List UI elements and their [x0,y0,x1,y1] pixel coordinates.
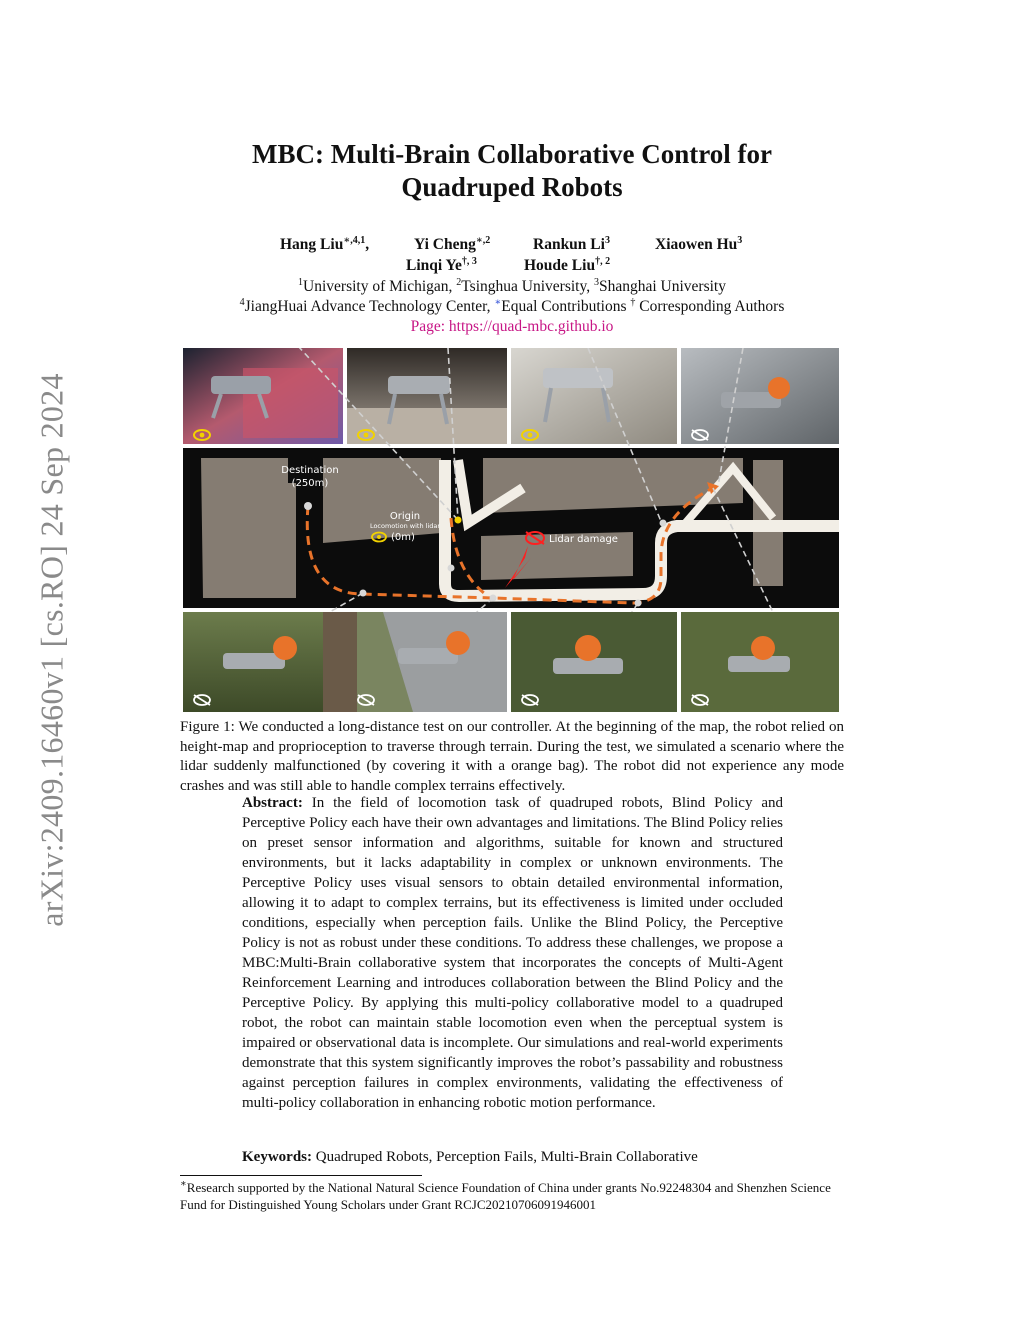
destination-label: Destination [281,465,339,476]
author-suffix: , [365,236,370,253]
waypoint-marker [360,590,367,597]
footnote [180,1180,844,1213]
paper-title [180,138,844,204]
abstract-text: In the field of locomotion task of quadruped robots, Blind Policy and Perceptive Policy each have their own advantages and limitations. The Blind Policy relies on preset sensor information and algorithms, suitable for known and structured environments, but it lacks adaptability in complex or unknown environments. The Perceptive Policy uses visual sensors to obtain detailed environmental information, allowing it to adapt to complex terrains, but its effectiveness is limited under occluded conditions, especially when perception fails. Unlike the Blind Policy, the Perceptive Policy is not as robust under these conditions. To address these challenges, we propose a MBC:Multi-Brain collaborative system that incorporates the concepts of Multi-Agent Reinforcement Learning and introduces collaboration between the Blind Policy and the Perceptive Policy. By applying this multi-policy collaborative model to a quadruped robot, the robot can maintain stable locomotion even when the perceptual system is impaired or observational data is incomplete. Our simulations and real-world experiments demonstrate that this system significantly improves the robot’s passability and robustness against perception failures in complex environments, validating the effectiveness of multi-policy collaboration in enhancing robotic motion performance. [242,795,783,1111]
affil-text: University of Michigan, [303,278,457,295]
corresponding-mark: † [630,296,636,308]
author-sup: †, 3 [461,255,477,267]
map-building [201,458,296,598]
author-hang-liu [280,236,369,254]
map-building [323,458,441,543]
title-line-2: Quadruped Robots [401,172,623,202]
author-name: Hang Liu [280,236,344,253]
figure-1 [183,348,839,712]
waypoint-marker [660,520,667,527]
equal-mark: ∗ [494,296,502,308]
author-sup: 3 [604,234,610,246]
affil-sup: 2 [456,276,462,288]
author-name: Rankun Li [533,236,605,253]
author-sup: ∗,4,1 [343,234,366,246]
affil-sup: 4 [239,296,245,308]
photo-top-1 [183,348,343,444]
affiliation-line-1 [180,276,844,297]
author-sup: †, 2 [595,255,611,267]
affil-text: Corresponding Authors [635,298,785,315]
destination-marker [304,502,312,510]
photo-bottom-2 [343,612,507,712]
figure-caption: Figure 1: We conducted a long-distance test on our controller. At the beginning of the map, the robot relied on height-map and proprioception to traverse through terrain. During the test, we simulated a scenario where the lidar suddenly malfunctioned (by covering it with a orange bag). The robot did not experience any mode crashes and was still able to handle complex terrains effectively. [180,719,844,794]
destination-distance: (250m) [291,478,329,489]
arxiv-id: arXiv:2409.16460v1 [cs.RO] 24 Sep 2024 [33,373,70,927]
affil-sup: 3 [593,276,599,288]
author-sup: ∗,2 [475,234,491,246]
author-xiaowen-hu [655,236,742,254]
photo-bottom-4 [681,612,839,712]
photo-top-2 [347,348,507,444]
author-sup: 3 [737,234,743,246]
project-page-link[interactable]: Page: https://quad-mbc.github.io [410,318,614,335]
abstract [242,793,783,1113]
keywords-text: Quadruped Robots, Perception Fails, Multi-Brain Collaborative [312,1149,698,1165]
origin-label: Origin [389,511,421,522]
footnote-text: Research supported by the National Natural Science Foundation of China under grants No.92248304 and Shenzhen Science Fund for Distinguished Young Scholars under Grant RCJC20210706091946001 [180,1180,831,1212]
author-linqi-ye [406,257,477,275]
affiliation-line-2 [180,296,844,317]
author-name: Houde Liu [524,257,596,274]
affil-text: Tsinghua University, [461,278,594,295]
abstract-label: Abstract: [242,795,303,811]
footnote-rule [180,1175,422,1176]
lidar-damage-label: Lidar damage [549,534,618,545]
title-line-1: MBC: Multi-Brain Collaborative Control for [252,139,772,169]
waypoint-marker [635,600,642,607]
origin-sublabel: Locomotion with lidar [369,522,441,530]
author-name: Yi Cheng [414,236,476,253]
affil-sup: 1 [298,276,304,288]
keywords [242,1149,783,1166]
figure-1-graphic [183,348,839,712]
waypoint-marker [448,565,455,572]
author-houde-liu [524,257,610,275]
photo-top-4 [681,348,839,444]
author-rankun-li [533,236,610,254]
origin-distance: (0m) [391,532,415,543]
footnote-mark: ∗ [180,1178,187,1190]
affil-text: Equal Contributions [501,298,631,315]
affil-text: Shanghai University [598,278,726,295]
arxiv-sidebar [28,350,76,950]
waypoint-marker [490,595,497,602]
author-name: Xiaowen Hu [655,236,738,253]
author-name: Linqi Ye [406,257,462,274]
keywords-label: Keywords: [242,1149,312,1165]
affil-text: JiangHuai Advance Technology Center, [244,298,495,315]
author-yi-cheng [414,236,490,254]
waypoint-marker [455,517,462,524]
